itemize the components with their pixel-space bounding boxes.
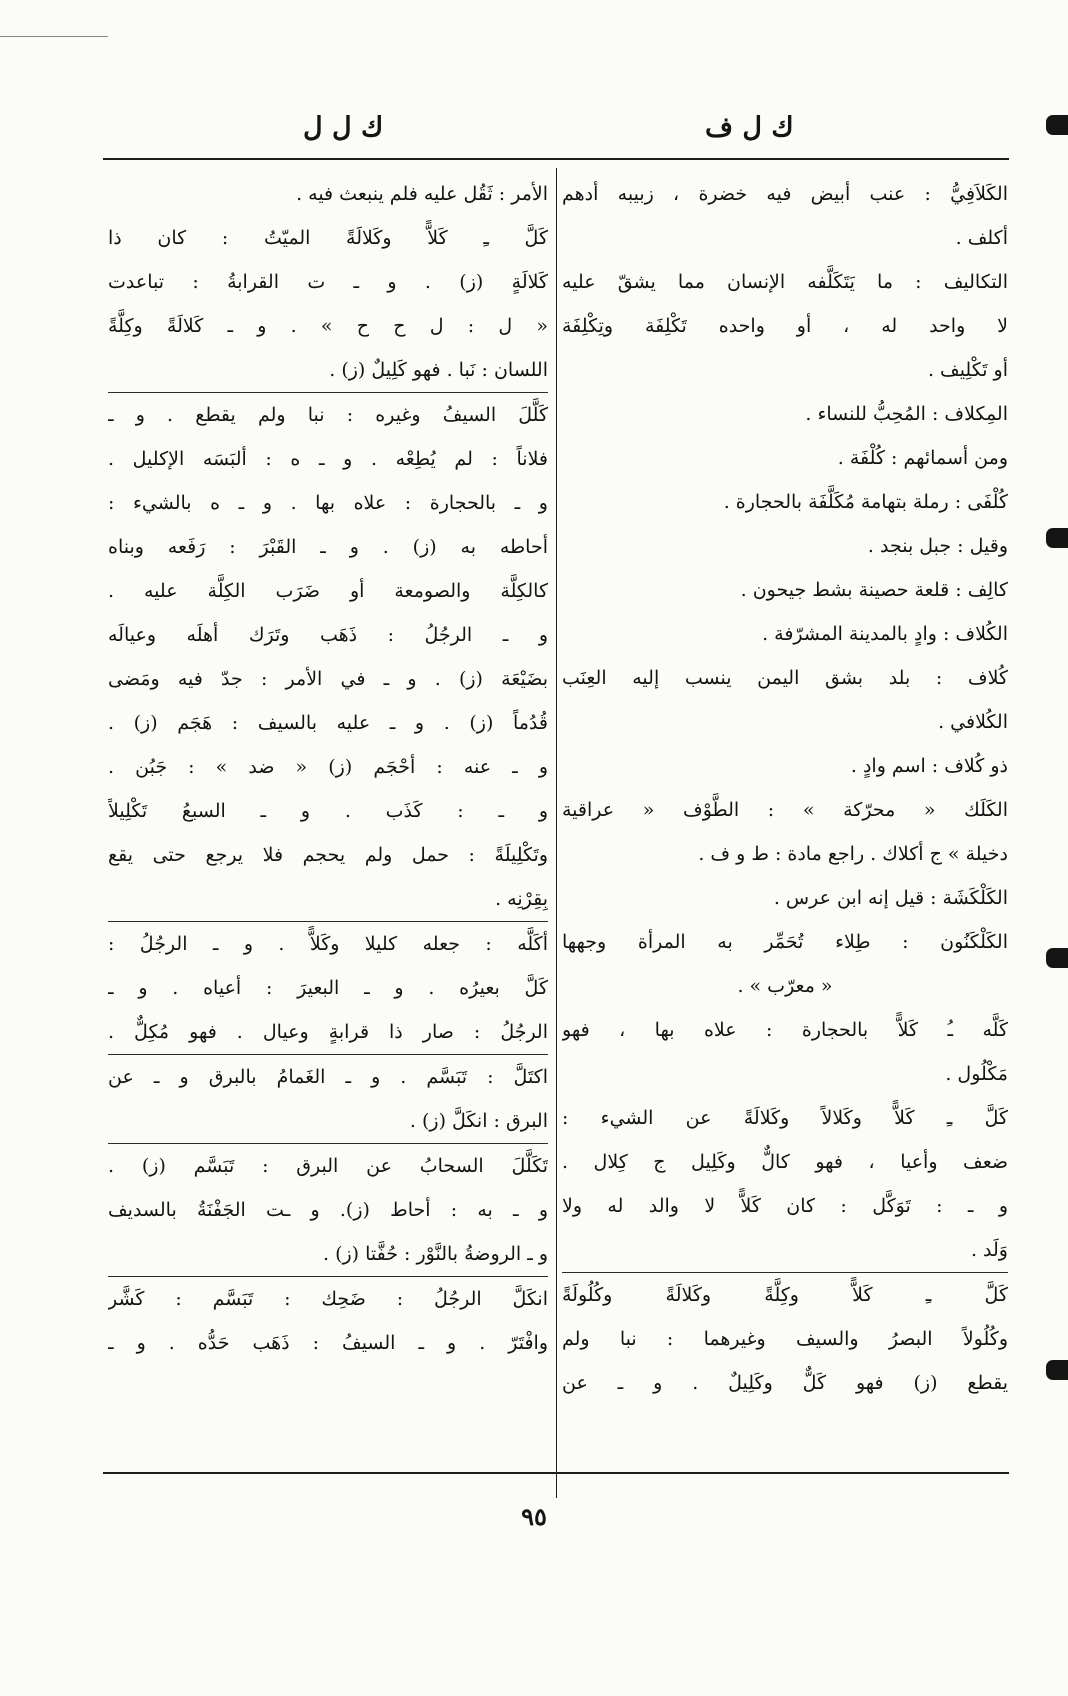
text-line: بِقِرْنِه . [495, 888, 548, 910]
left-column [108, 172, 548, 1365]
bleed-mark [1046, 1360, 1068, 1380]
text-line: و ـ : كَذَب . و ـ السبعُ تَكْلِيلاً [108, 800, 548, 822]
text-line: و ـ به : أحاط (ز). و ـت الجَفْنَةُ بالسديف [108, 1199, 548, 1221]
text-line: وكُلُولاً البصرُ والسيف وغيرهما : نبا ولم [562, 1328, 1008, 1350]
text-line: يقطع (ز) فهو كَلٌّ وكَلِيلٌ . و ـ عن [562, 1372, 1008, 1394]
running-header-right: ك ل ف [705, 112, 794, 143]
text-line: و ـ عنه : أحْجَم (ز) « ضد » : جَبُن . [108, 756, 548, 778]
running-header-left: ك ل ل [303, 112, 384, 143]
right-column [562, 172, 1008, 1405]
text-line: وافْتَرّ . و ـ السيفُ : ذَهَب حَدُّه . و ـ [108, 1332, 548, 1354]
text-line: مَكْلُول . [945, 1063, 1008, 1085]
scan-edge-line [0, 36, 108, 37]
text-line: ضعف وأعيا ، فهو كالٌّ وكَلِيل ج كِلال . [562, 1151, 1008, 1173]
text-line: قُدُماً (ز) . و ـ عليه بالسيف : هَجَم (ز) . [108, 712, 548, 734]
text-line: وتَكْلِيلَةً : حمل ولم يحجم فلا يرجع حتى يقع [108, 844, 548, 866]
text-line: الكَلْكَشَة : قيل إنه ابن عرس . [773, 887, 1008, 909]
text-line: أحاطه به (ز) . و ـ القَبْرَ : رَفَعه وبناه [108, 536, 548, 558]
text-line: لا واحد له ، أو واحده تَكْلِفَة وتِكْلِفَة [562, 315, 1008, 337]
text-line: أكَلَّه : جعله كليلا وكَلاًّ . و ـ الرجُلُ : [108, 921, 548, 966]
text-line: وقيل : جبل بنجد . [867, 535, 1008, 557]
text-line: الكَلَك « محرّكة » : الطَّوْف « عراقية [562, 799, 1008, 821]
text-line: ذو كُلاف : اسم وادٍ . [850, 755, 1008, 777]
footer-rule [103, 1472, 1009, 1474]
text-line: البرق : انكَلَّ (ز) . [409, 1110, 548, 1132]
text-line: الرجُلُ : صار ذا قرابةٍ وعيال . فهو مُكِلٌّ . [108, 1021, 548, 1043]
text-line: و ـ الرجُلُ : ذَهَب وتَرَك أهلَه وعيالَه [108, 624, 548, 646]
text-line: كَلَّ ـِ كَلاًّ وكِلَّةً وكَلالَةً وكُلُولَةً [562, 1272, 1008, 1317]
text-line: أو تَكْلِيف . [927, 359, 1008, 381]
text-line: « ل : ل ح ح » . و ـ كَلالَةً وكِلَّةً [108, 315, 548, 337]
bleed-mark [1046, 115, 1068, 135]
bleed-mark [1046, 528, 1068, 548]
text-line: ومن أسمائهم : كُلْفَة . [837, 447, 1008, 469]
text-line: كالكِلَّة والصومعة أو ضَرَب الكِلَّة عليه . [108, 580, 548, 602]
bleed-mark [1046, 948, 1068, 968]
text-line: كَلَّلَ السيفُ وغيره : نبا ولم يقطع . و ـ [108, 392, 548, 437]
text-line: و ـ الروضةُ بالنَّوْر : حُفَّتا (ز) . [323, 1243, 548, 1265]
text-line: اللسان : نَبا . فهو كَلِيلٌ (ز) . [329, 359, 548, 381]
text-line: انكَلَّ الرجُلُ : ضَحِك : تَبَسَّم : كَشَّر [108, 1276, 548, 1321]
text-line: الكَلْكَنُون : طِلاء تُحَمِّر به المرأة وجهها [562, 931, 1008, 953]
text-line: كَلَّ بعيرُه . و ـ البعيرَ : أعياه . و ـ [108, 977, 548, 999]
text-line: كُلْفَى : رملة بتهامة مُكَلَّفَة بالحجارة . [723, 491, 1008, 513]
text-line: كَلَّ ـِ كَلاًّ وكَلالاً وكَلالَةً عن الشيء : [562, 1107, 1008, 1129]
text-line: التكاليف : ما يَتَكَلَّفه الإنسان مما يشقّ عليه [562, 271, 1008, 293]
text-line: بضَيْعَة (ز) . و ـ في الأمر : جدّ فيه ومَضى [108, 668, 548, 690]
text-line: تَكَلَّلَ السحابُ عن البرق : تَبَسَّم (ز) . [108, 1143, 548, 1188]
page-number: ٩٥ [521, 1502, 547, 1531]
text-line: الكَلاَفِيُّ : عنب أبيض فيه خضرة ، زبيبه أدهم [562, 183, 1008, 205]
text-line: الكُلافي . [938, 711, 1008, 733]
column-divider [556, 168, 557, 1498]
text-line: اكتَلَّ : تَبَسَّم . و ـ الغَمامُ بالبرق و ـ عن [108, 1054, 548, 1099]
text-line: وَلَد . [970, 1239, 1008, 1261]
text-line: فلاناً : لم يُطِعْه . و ـ ه : ألبَسَه الإكليل . [108, 448, 548, 470]
text-line: أكلف . [955, 227, 1008, 249]
text-line: كُلاف : بلد بشق اليمن ينسب إليه العِنَب [562, 667, 1008, 689]
text-line: المِكلاف : المُحِبُّ للنساء . [805, 403, 1008, 425]
text-line: كَلَّه ـُ كَلاًّ بالحجارة : علاه بها ، فهو [562, 1019, 1008, 1041]
text-line: دخيلة » ج أكلاك . راجع مادة : ط و ف . [698, 843, 1008, 865]
text-line: الأمر : ثَقُل عليه فلم ينبعث فيه . [296, 183, 548, 205]
text-line: الكُلاف : وادٍ بالمدينة المشرّفة . [762, 623, 1008, 645]
text-line: كَلَّ ـِ كَلاًّ وكَلالَةً الميّتُ : كان ذا [108, 227, 548, 249]
text-line: كَلالَةٍ (ز) . و ـ ت القرابةُ : تباعدت [108, 271, 548, 293]
text-line: و ـ : تَوَكَّل : كان كَلاًّ لا والد له ولا [562, 1195, 1008, 1217]
text-line: « معرّب » . [737, 975, 833, 997]
text-line: و ـ بالحجارة : علاه بها . و ـ ه بالشيء : [108, 492, 548, 514]
text-line: كالِف : قلعة حصينة بشط جيحون . [740, 579, 1008, 601]
header-rule [103, 158, 1009, 160]
